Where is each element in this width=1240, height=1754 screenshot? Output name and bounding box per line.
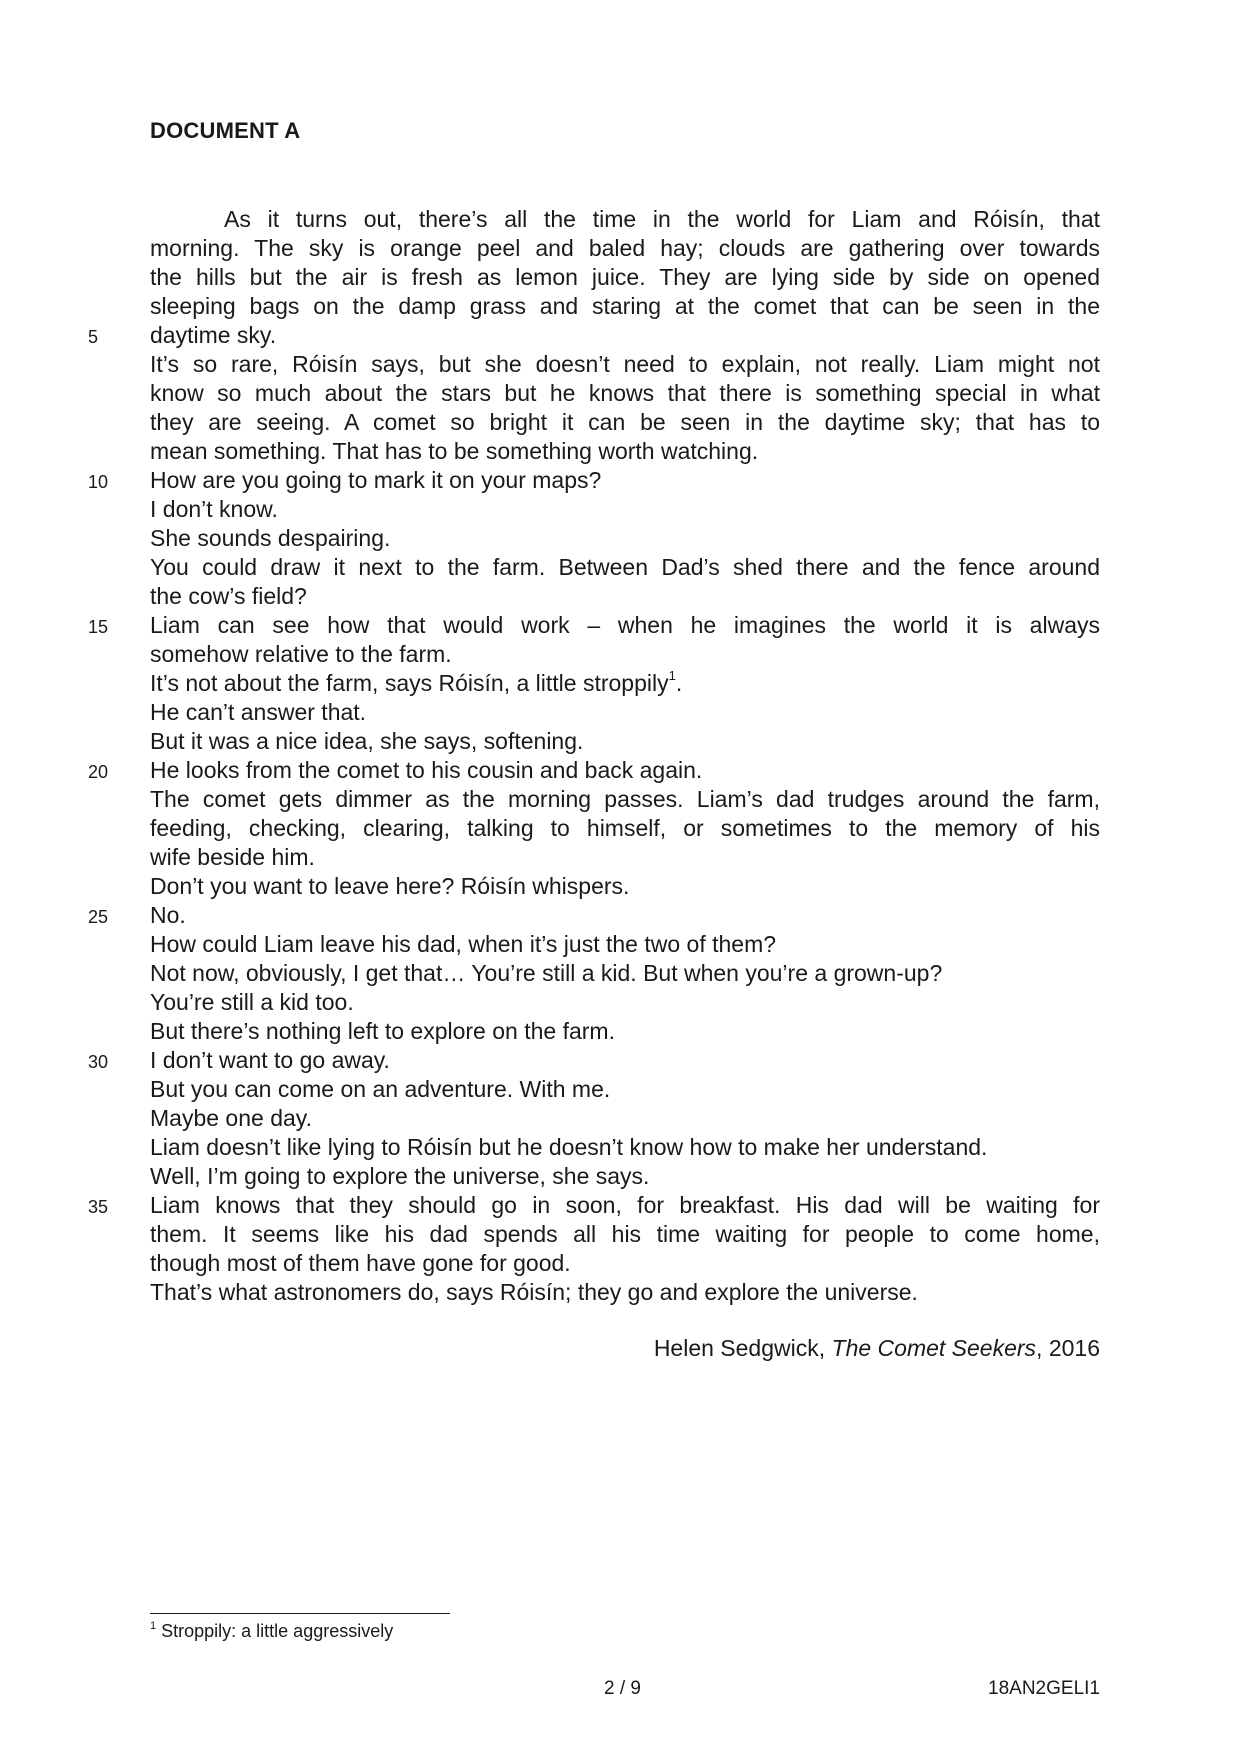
page-number: 2 / 9: [604, 1678, 641, 1699]
footnote-number: 1: [150, 1620, 157, 1632]
footnote-marker: 1: [668, 668, 676, 684]
passage-line: You could draw it next to the farm. Between Dad’s shed there and the fence around: [150, 554, 1100, 580]
passage-line: they are seeing. A comet so bright it can be seen in the daytime sky; that has to: [150, 409, 1100, 435]
footnote-text: Stroppily: a little aggressively: [156, 1621, 394, 1641]
line-number: 35: [88, 1197, 109, 1217]
passage-line: Liam doesn’t like lying to Róisín but he doesn’t know how to make her understand.: [150, 1134, 988, 1160]
passage-line: feeding, checking, clearing, talking to himself, or sometimes to the memory of his: [150, 815, 1100, 841]
footnote-divider: [150, 1613, 450, 1614]
passage-line: mean something. That has to be something worth watching.: [150, 438, 759, 464]
passage-line: The comet gets dimmer as the morning passes. Liam’s dad trudges around the farm,: [150, 786, 1100, 812]
line-number: 10: [88, 472, 109, 492]
passage-line: them. It seems like his dad spends all his time waiting for people to come home,: [150, 1221, 1100, 1247]
document-code: 18AN2GELI1: [988, 1678, 1100, 1699]
passage-line: wife beside him.: [150, 844, 315, 870]
line-number: 20: [88, 762, 109, 782]
line-number: 5: [88, 327, 99, 347]
line-number: 25: [88, 907, 109, 927]
passage-line: He can’t answer that.: [150, 699, 367, 725]
passage-line: Don’t you want to leave here? Róisín whispers.: [150, 873, 630, 899]
passage-line: know so much about the stars but he knows that there is something special in what: [150, 380, 1100, 406]
passage-line: It’s so rare, Róisín says, but she doesn’t need to explain, not really. Liam might not: [150, 351, 1100, 377]
passage-line: I don’t know.: [150, 496, 278, 522]
passage-line: No. 25: [150, 901, 1100, 930]
passage-line: the hills but the air is fresh as lemon juice. They are lying side by side on opened: [150, 264, 1100, 290]
passage-line: Not now, obviously, I get that… You’re still a kid. But when you’re a grown-up?: [150, 960, 943, 986]
passage-line: As it turns out, there’s all the time in the world for Liam and Róisín, that: [224, 206, 1100, 232]
passage-line: He looks from the comet to his cousin and back again. 20: [150, 756, 1100, 785]
passage-line: You’re still a kid too.: [150, 989, 354, 1015]
passage-line: She sounds despairing.: [150, 525, 391, 551]
passage-line: It’s not about the farm, says Róisín, a little stroppily$^1$.: [150, 668, 683, 696]
passage-line: How are you going to mark it on your maps? 10: [150, 466, 1100, 495]
passage-line: Maybe one day.: [150, 1105, 312, 1131]
passage-line: sleeping bags on the damp grass and staring at the comet that can be seen in the: [150, 293, 1100, 319]
passage-line: But there’s nothing left to explore on the farm.: [150, 1018, 615, 1044]
passage-line: Liam can see how that would work – when he imagines the world it is always 15: [150, 611, 1100, 640]
source-attribution: [654, 1335, 1100, 1362]
document-heading: DOCUMENT A: [150, 118, 301, 143]
line-number: 30: [88, 1052, 109, 1072]
passage-line: daytime sky. 5: [150, 321, 1100, 350]
author: Helen Sedgwick,: [653, 1335, 832, 1361]
footnote: [150, 1621, 393, 1642]
passage-line: But it was a nice idea, she says, softening.: [150, 728, 584, 754]
passage-line: Liam knows that they should go in soon, for breakfast. His dad will be waiting for 35: [150, 1191, 1100, 1220]
passage-line: somehow relative to the farm.: [150, 641, 452, 667]
passage: [88, 205, 1100, 1307]
passage-line: though most of them have gone for good.: [150, 1250, 571, 1276]
passage-line: That’s what astronomers do, says Róisín; they go and explore the universe.: [150, 1279, 918, 1305]
passage-line: But you can come on an adventure. With me.: [150, 1076, 611, 1102]
book-title: The Comet Seekers: [831, 1335, 1037, 1361]
passage-line: I don’t want to go away. 30: [150, 1046, 1100, 1075]
passage-line: Well, I’m going to explore the universe, she says.: [150, 1163, 650, 1189]
line-number: 15: [88, 617, 109, 637]
year: , 2016: [1036, 1335, 1100, 1361]
passage-line: How could Liam leave his dad, when it’s just the two of them?: [150, 931, 777, 957]
passage-line: morning. The sky is orange peel and baled hay; clouds are gathering over towards: [150, 235, 1100, 261]
passage-line: the cow’s field?: [150, 583, 307, 609]
